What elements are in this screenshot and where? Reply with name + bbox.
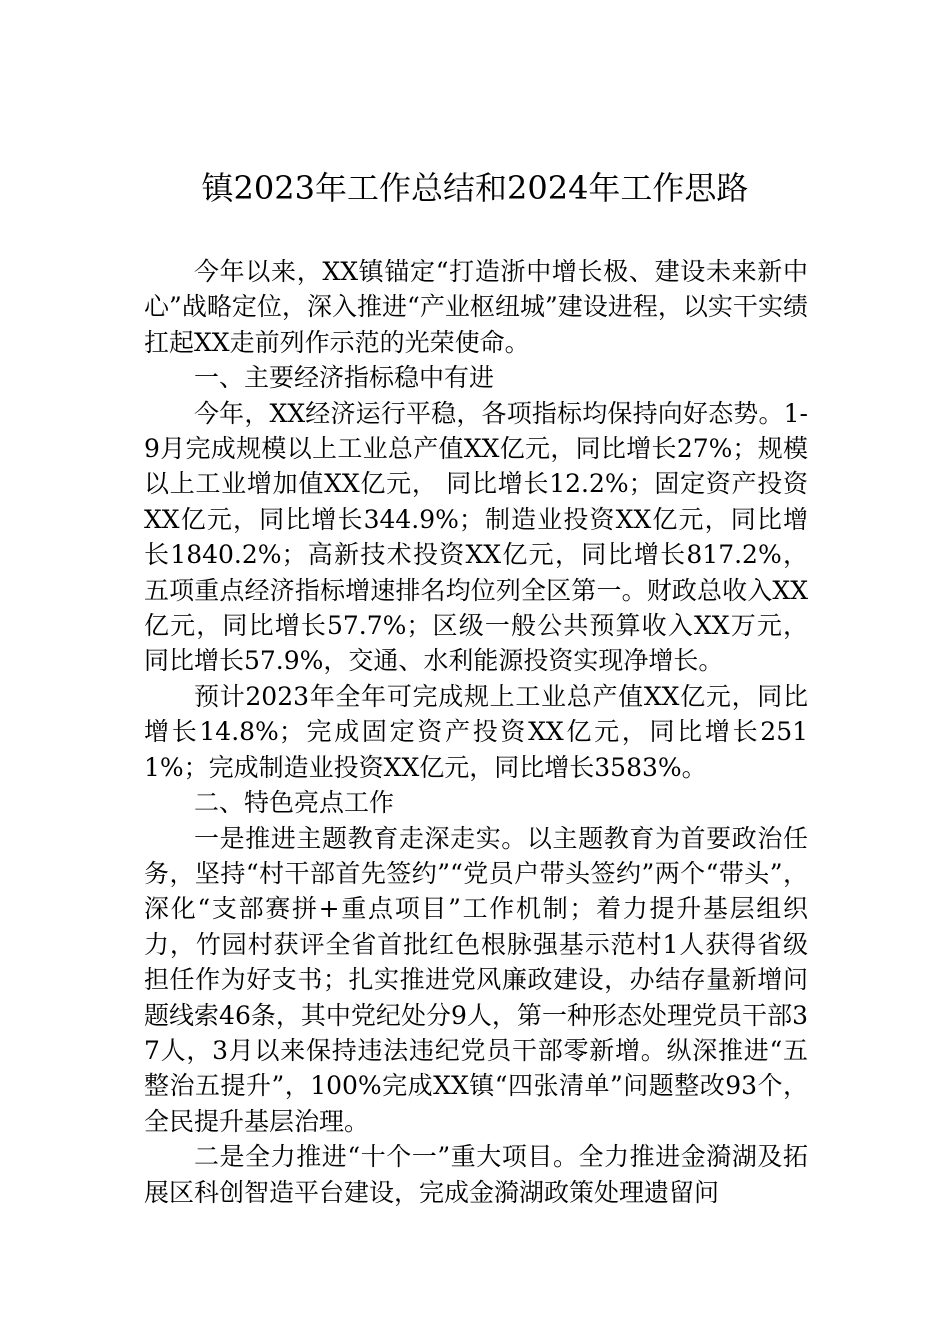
major-projects-paragraph: 二是全力推进“十个一”重大项目。全力推进金漪湖及拓展区科创智造平台建设，完成金漪湖政策处理遗留问 [144,1142,808,1207]
intro-paragraph: 今年以来，XX镇锚定“打造浙中增长极、建设未来新中心”战略定位，深入推进“产业枢纽城”建设进程，以实干实绩扛起XX走前列作示范的光荣使命。 [144,257,808,357]
annual-forecast-paragraph: 预计2023年全年可完成规上工业总产值XX亿元，同比增长14.8%；完成固定资产投资XX亿元，同比增长2511%；完成制造业投资XX亿元，同比增长3583%。 [144,681,808,782]
section-heading-highlights: 二、特色亮点工作 [194,788,395,818]
economic-indicators-paragraph: 今年，XX经济运行平稳，各项指标均保持向好态势。1-9月完成规模以上工业总产值XX亿元，同比增长27%；规模以上工业增加值XX亿元， 同比增长12.2%；固定资产投资XX亿元，同比增长344.9%；制造业投资XX亿元，同比增长1840.2%；高新技术投资XX亿元，同比增长817.2%，五项重点经济指标增速排名均位列全区第一。财政总收入XX亿元，同比增长57.7%；区级一般公共预算收入XX万元，同比增长57.9%，交通、水利能源投资实现净增长。 [144,398,808,676]
document-title: 镇2023年工作总结和2024年工作思路 [201,169,749,207]
section-heading-economic-indicators: 一、主要经济指标稳中有进 [194,363,495,393]
theme-education-paragraph: 一是推进主题教育走深走实。以主题教育为首要政治任务，坚持“村干部首先签约”“党员户带头签约”两个“带头”，深化“支部赛拼+重点项目”工作机制；着力提升基层组织力，竹园村获评全省首批红色根脉强基示范村1人获得省级担任作为好支书；扎实推进党风廉政建设，办结存量新增问题线索46条，其中党纪处分9人，第一种形态处理党员干部37人，3月以来保持违法违纪党员干部零新增。纵深推进“五整治五提升”，100%完成XX镇“四张清单”问题整改93个，全民提升基层治理。 [144,823,808,1136]
document-body [144,254,808,1210]
